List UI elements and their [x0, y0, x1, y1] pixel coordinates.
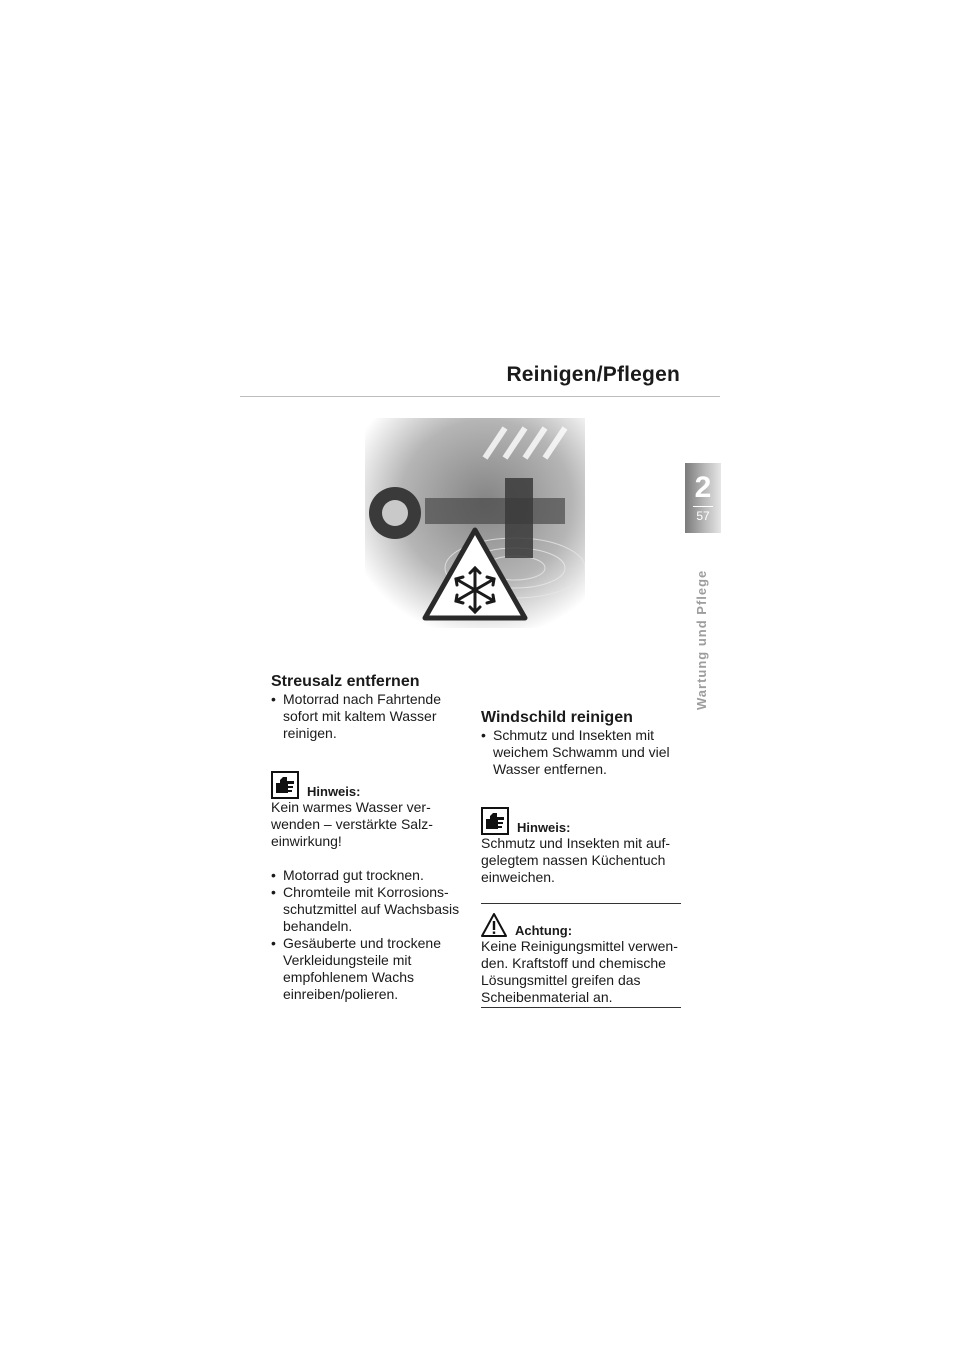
- caution-text: Keine Reinigungsmittel verwen-den. Kraftstoff und chemische Lösungsmittel greifen das Scheibenmaterial an.: [481, 938, 678, 1005]
- spacer: [271, 850, 469, 867]
- note-label: Hinweis:: [307, 784, 361, 799]
- chapter-number: 2: [694, 471, 712, 504]
- section-title-windschild: Windschild reinigen: [481, 709, 633, 726]
- page-title: Reinigen/Pflegen: [506, 363, 680, 386]
- page-number: 57: [696, 509, 710, 523]
- note-header: [481, 801, 681, 835]
- note-hand-icon: [271, 771, 299, 799]
- header-divider: [240, 396, 720, 397]
- chapter-divider: [693, 506, 713, 507]
- note-text: Kein warmes Wasser ver-wenden – verstärkte Salz-einwirkung!: [271, 799, 433, 849]
- bullet-list: [481, 727, 681, 778]
- list-item: • Chromteile mit Korrosions-schutzmittel auf Wachsbasis behandeln.: [271, 884, 469, 935]
- list-item: • Gesäuberte und trockene Verkleidungsteile mit empfohlenem Wachs einreiben/polieren.: [271, 935, 469, 1003]
- list-item: • Motorrad nach Fahrtende sofort mit kaltem Wasser reinigen.: [271, 691, 469, 742]
- chapter-side-label: Wartung und Pflege: [694, 569, 709, 710]
- right-column: [481, 708, 681, 1008]
- warning-triangle-icon: [481, 912, 507, 938]
- list-item: • Schmutz und Insekten mit weichem Schwamm und viel Wasser entfernen.: [481, 727, 681, 778]
- caution-label: Achtung:: [515, 923, 573, 938]
- note-label: Hinweis:: [517, 820, 571, 835]
- bullet-list: [271, 867, 469, 1003]
- bullet-list: [271, 691, 469, 742]
- snowflake-warning-icon: [365, 418, 585, 628]
- chapter-tab: [685, 463, 721, 533]
- note-header: [271, 765, 469, 799]
- left-column: [271, 672, 469, 1003]
- section-title-streusalz: Streusalz entfernen: [271, 673, 420, 690]
- list-item: • Motorrad gut trocknen.: [271, 867, 469, 884]
- note-hand-icon: [481, 807, 509, 835]
- caution-header: [481, 910, 681, 938]
- caution-box: [481, 903, 681, 1008]
- note-text: Schmutz und Insekten mit auf-gelegtem nassen Küchentuch einweichen.: [481, 835, 671, 885]
